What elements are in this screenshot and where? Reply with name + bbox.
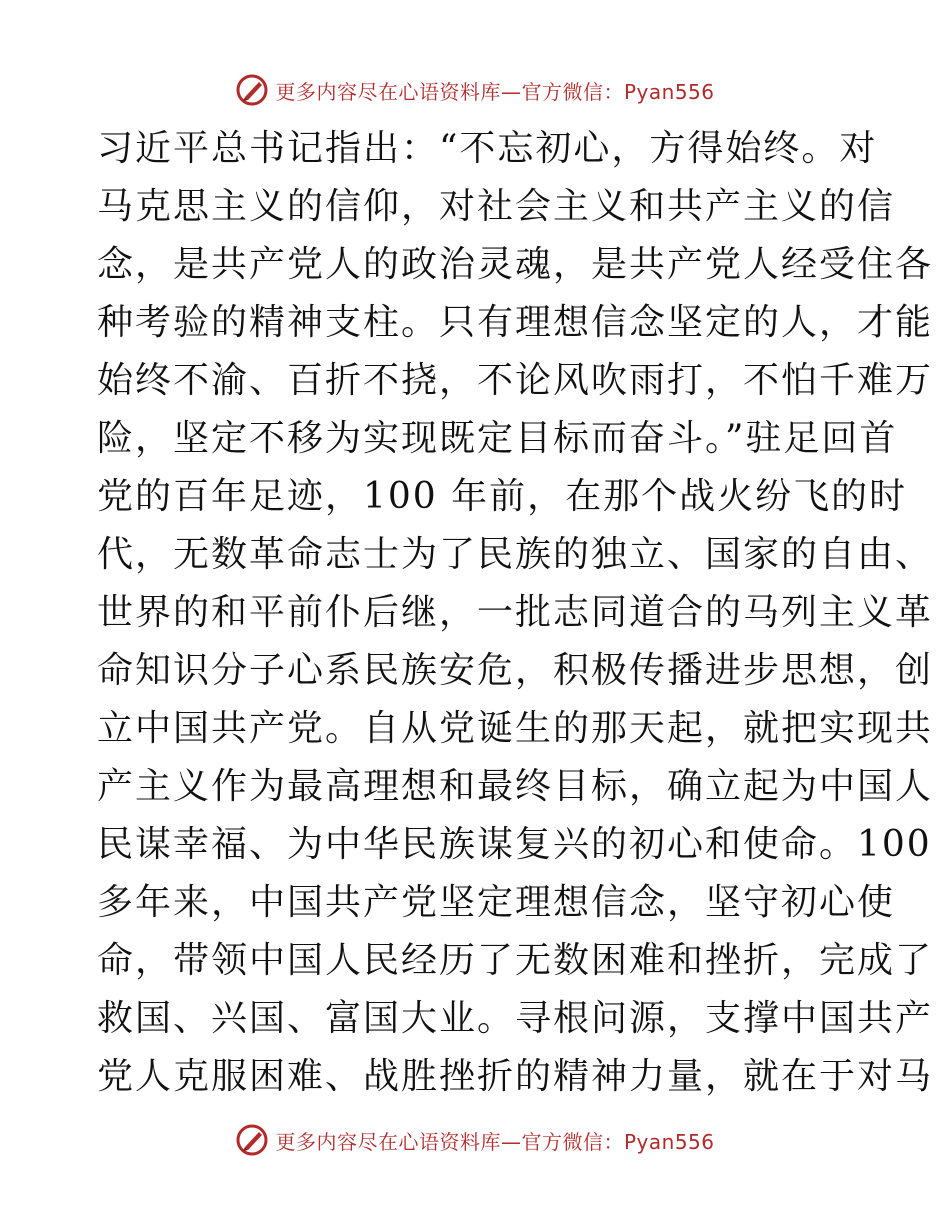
body-line: 马克思主义的信仰，对社会主义和共产主义的信 — [97, 186, 896, 227]
header-wechat-label: 官方微信： — [521, 79, 624, 104]
footer-wechat-label: 官方微信： — [521, 1129, 624, 1154]
body-line: 党的百年足迹，100 年前，在那个战火纷飞的时 — [97, 476, 908, 517]
header-text — [275, 76, 714, 105]
body-line: 种考验的精神支柱。只有理想信念坚定的人，才能 — [97, 302, 934, 343]
pen-logo-icon — [235, 1123, 269, 1157]
header-banner — [0, 70, 950, 110]
body-line: 党人克服困难、战胜挫折的精神力量，就在于对马 — [97, 1056, 934, 1097]
header-separator: — — [500, 79, 522, 104]
body-line: 多年来，中国共产党坚定理想信念，坚守初心使 — [97, 882, 896, 923]
body-line: 念，是共产党人的政治灵魂，是共产党人经受住各 — [97, 244, 934, 285]
document-body — [97, 120, 934, 1106]
pen-logo-icon — [235, 73, 269, 107]
body-line: 习近平总书记指出：“不忘初心，方得始终。对 — [97, 128, 878, 169]
body-line: 险，坚定不移为实现既定目标而奋斗。”驻足回首 — [97, 418, 898, 459]
body-line: 代，无数革命志士为了民族的独立、国家的自由、 — [97, 534, 934, 575]
header-wechat-account: Pyan556 — [623, 79, 715, 104]
footer-separator: — — [500, 1129, 522, 1154]
body-line: 救国、兴国、富国大业。寻根问源，支撑中国共产 — [97, 998, 934, 1039]
header-slogan: 更多内容尽在心语资料库 — [275, 79, 501, 104]
body-line: 民谋幸福、为中华民族谋复兴的初心和使命。100 — [97, 824, 932, 865]
body-line: 立中国共产党。自从党诞生的那天起，就把实现共 — [97, 708, 934, 749]
body-line: 产主义作为最高理想和最终目标，确立起为中国人 — [97, 766, 934, 807]
footer-text — [275, 1126, 714, 1155]
footer-banner — [0, 1120, 950, 1160]
body-line: 始终不渝、百折不挠，不论风吹雨打，不怕千难万 — [97, 360, 934, 401]
body-line: 命知识分子心系民族安危，积极传播进步思想，创 — [97, 650, 934, 691]
footer-wechat-account: Pyan556 — [623, 1129, 715, 1154]
body-line: 命，带领中国人民经历了无数困难和挫折，完成了 — [97, 940, 934, 981]
body-line: 世界的和平前仆后继，一批志同道合的马列主义革 — [97, 592, 934, 633]
footer-slogan: 更多内容尽在心语资料库 — [275, 1129, 501, 1154]
